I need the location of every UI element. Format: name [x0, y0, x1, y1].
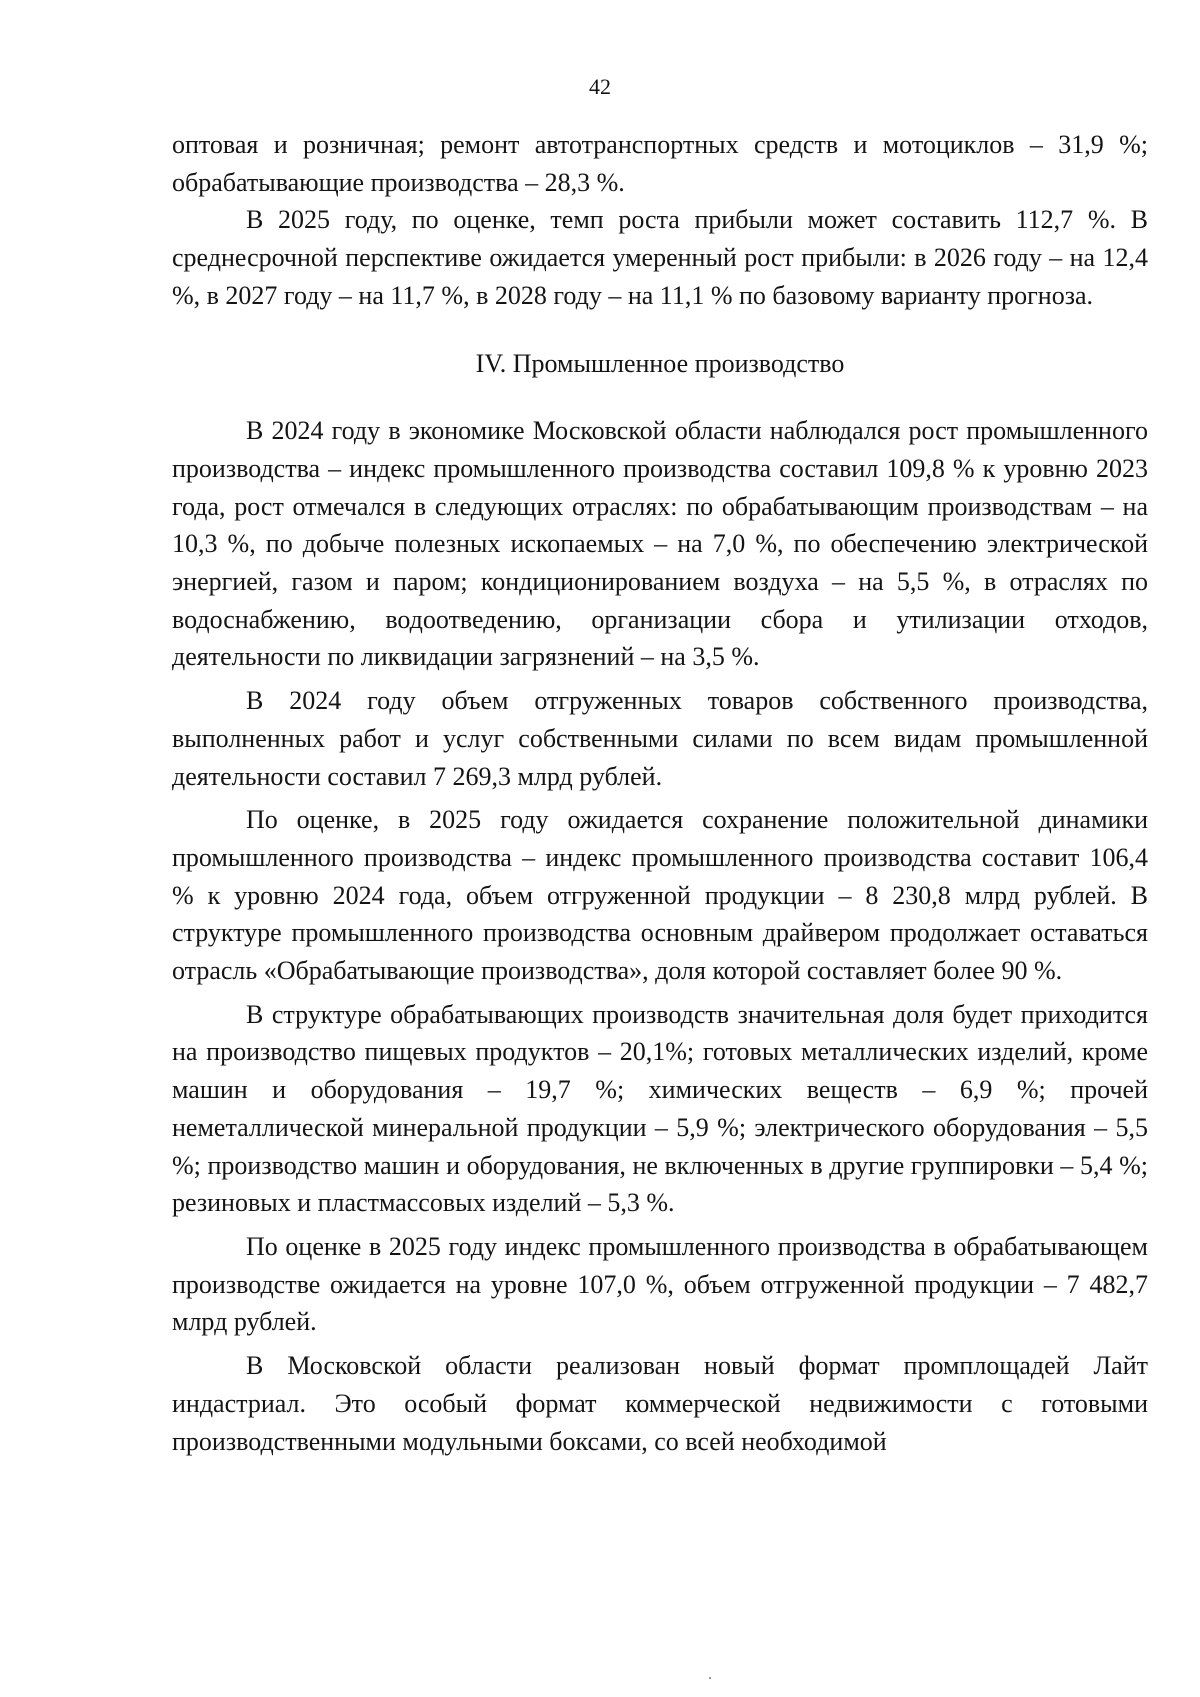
paragraph-shipped-goods-2024: В 2024 году объем отгруженных товаров собственного производства, выполненных работ и услуг собственными силами по всем видам промышленной деятельности составил 7 269,3 млрд рублей.: [172, 686, 1148, 791]
paragraph-manufacturing-structure: В структуре обрабатывающих производств значительная доля будет приходится на производство пищевых продуктов – 20,1%; готовых металлических изделий, кроме машин и оборудования – 19,7 %; химических веществ – 6,9 %; прочей неметаллической минеральной продукции – 5,9 %; электрического оборудования – 5,5 %; производство машин и оборудования, не включенных в другие группировки – 5,4 %; резиновых и пластмассовых изделий – 5,3 %.: [172, 999, 1148, 1218]
paragraph-profit-forecast: В 2025 году, по оценке, темп роста прибыли может составить 112,7 %. В среднесрочной перспективе ожидается умеренный рост прибыли: в 2026 году – на 12,4 %, в 2027 году – на 11,7 %, в 2028 году – на 11,1 % по базовому варианту прогноза.: [172, 205, 1148, 310]
paragraph-industrial-growth-2024: В 2024 году в экономике Московской области наблюдался рост промышленного производства – индекс промышленного производства составил 109,8 % к уровню 2023 года, рост отмечался в следующих отраслях: по обрабатывающим производствам – на 10,3 %, по добыче полезных ископаемых – на 7,0 %, по обеспечению электрической энергией, газом и паром; кондиционированием воздуха – на 5,5 %, в отраслях по водоснабжению, водоотведению, организации сбора и утилизации отходов, деятельности по ликвидации загрязнений – на 3,5 %.: [172, 416, 1148, 672]
section-heading: IV. Промышленное производство: [475, 348, 845, 378]
document-body: [172, 126, 1148, 1460]
paragraph-light-industrial: В Московской области реализован новый формат промплощадей Лайт индастриал. Это особый формат коммерческой недвижимости с готовыми производственными модульными боксами, со всей необходимой: [172, 1351, 1148, 1456]
paragraph-manufacturing-index-2025: По оценке в 2025 году индекс промышленного производства в обрабатывающем производстве ожидается на уровне 107,0 %, объем отгруженной продукции – 7 482,7 млрд рублей.: [172, 1231, 1148, 1337]
paragraph-forecast-2025: По оценке, в 2025 году ожидается сохранение положительной динамики промышленного производства – индекс промышленного производства составит 106,4 % к уровню 2024 года, объем отгруженной продукции – 8 230,8 млрд рублей. В структуре промышленного производства основным драйвером продолжает оставаться отрасль «Обрабатывающие производства», доля которой составляет более 90 %.: [172, 805, 1148, 986]
page-number: 42: [589, 74, 611, 99]
scan-speck: [709, 1677, 711, 1679]
paragraph-continuation: оптовая и розничная; ремонт автотранспортных средств и мотоциклов – 31,9 %; обрабатывающие производства – 28,3 %.: [172, 130, 1148, 197]
